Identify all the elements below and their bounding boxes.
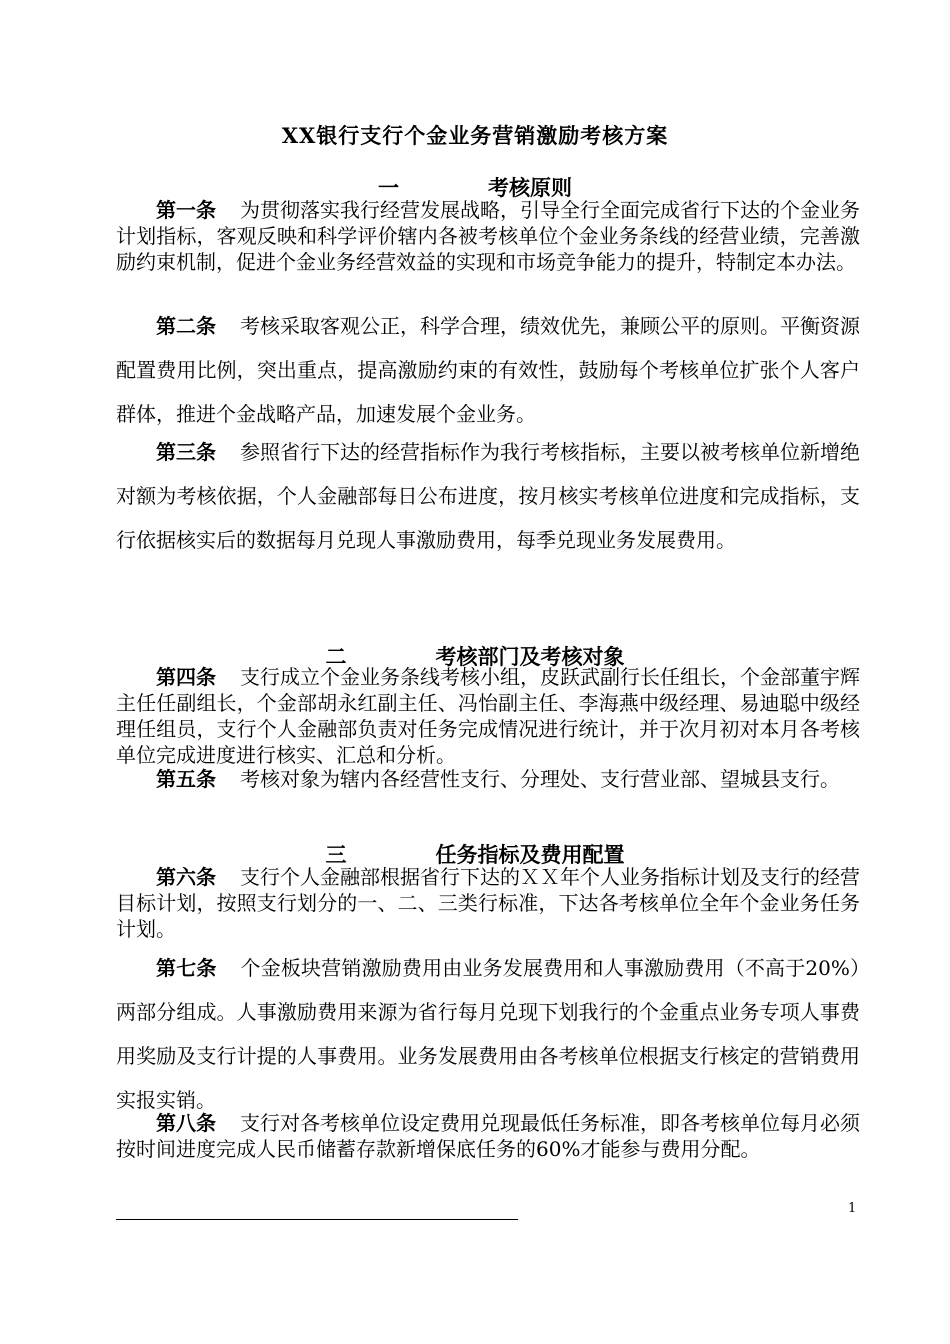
document-title: XX银行支行个金业务营销激励考核方案 (281, 123, 669, 148)
article-6 (116, 864, 860, 942)
article-text: 考核采取客观公正，科学合理，绩效优先，兼顾公平的原则。平衡资源配置费用比例，突出重点，提高激励约束的有效性，鼓励每个考核单位扩张个人客户群体，推进个金战略产品，加速发展个金业务。 (116, 314, 860, 426)
article-label: 第六条 (156, 865, 216, 889)
article-text: 考核对象为辖内各经营性支行、分理处、支行营业部、望城县支行。 (240, 767, 840, 791)
article-1 (116, 197, 860, 275)
article-7 (116, 946, 860, 1122)
article-8 (116, 1110, 860, 1162)
article-text: 参照省行下达的经营指标作为我行考核指标，主要以被考核单位新增绝对额为考核依据，个人金融部每日公布进度，按月核实考核单位进度和完成指标，支行依据核实后的数据每月兑现人事激励费用，每季兑现业务发展费用。 (116, 440, 860, 552)
article-label: 第八条 (156, 1111, 216, 1135)
article-2 (116, 304, 860, 436)
article-3 (116, 430, 860, 562)
article-text: 支行个人金融部根据省行下达的ＸＸ年个人业务指标计划及支行的经营目标计划，按照支行划分的一、二、三类行标准，下达各考核单位全年个金业务任务计划。 (116, 865, 860, 941)
article-4 (116, 664, 860, 768)
article-text: 支行成立个金业务条线考核小组，皮跃武副行长任组长，个金部董宇辉主任任副组长，个金部胡永红副主任、冯怡副主任、李海燕中级经理、易迪聪中级经理任组员，支行个人金融部负责对任务完成情况进行统计，并于次月初对本月各考核单位完成进度进行核实、汇总和分析。 (116, 665, 860, 767)
section-number: 一 (378, 175, 399, 200)
section-number: 二 (325, 644, 347, 669)
article-label: 第三条 (156, 440, 216, 464)
article-text: 为贯彻落实我行经营发展战略，引导全行全面完成省行下达的个金业务计划指标，客观反映和科学评价辖内各被考核单位个金业务条线的经营业绩，完善激励约束机制，促进个金业务经营效益的实现和市场竞争能力的提升，特制定本办法。 (116, 198, 860, 274)
article-text: 个金板块营销激励费用由业务发展费用和人事激励费用（不高于20%）两部分组成。人事激励费用来源为省行每月兑现下划我行的个金重点业务专项人事费用奖励及支行计提的人事费用。业务发展费用由各考核单位根据支行核定的营销费用实报实销。 (116, 956, 861, 1112)
section-title: 考核原则 (488, 175, 572, 200)
article-label: 第二条 (156, 314, 216, 338)
article-label: 第五条 (156, 767, 216, 791)
footer-divider (116, 1219, 518, 1220)
section-title: 考核部门及考核对象 (435, 644, 625, 669)
article-label: 第七条 (156, 956, 217, 980)
article-5 (116, 766, 860, 792)
section-title: 任务指标及费用配置 (435, 842, 625, 867)
article-label: 第四条 (156, 665, 216, 689)
article-label: 第一条 (156, 198, 216, 222)
article-text: 支行对各考核单位设定费用兑现最低任务标准，即各考核单位每月必须按时间进度完成人民币储蓄存款新增保底任务的60%才能参与费用分配。 (116, 1111, 860, 1161)
section-number: 三 (325, 842, 347, 867)
page-number: 1 (848, 1201, 857, 1216)
